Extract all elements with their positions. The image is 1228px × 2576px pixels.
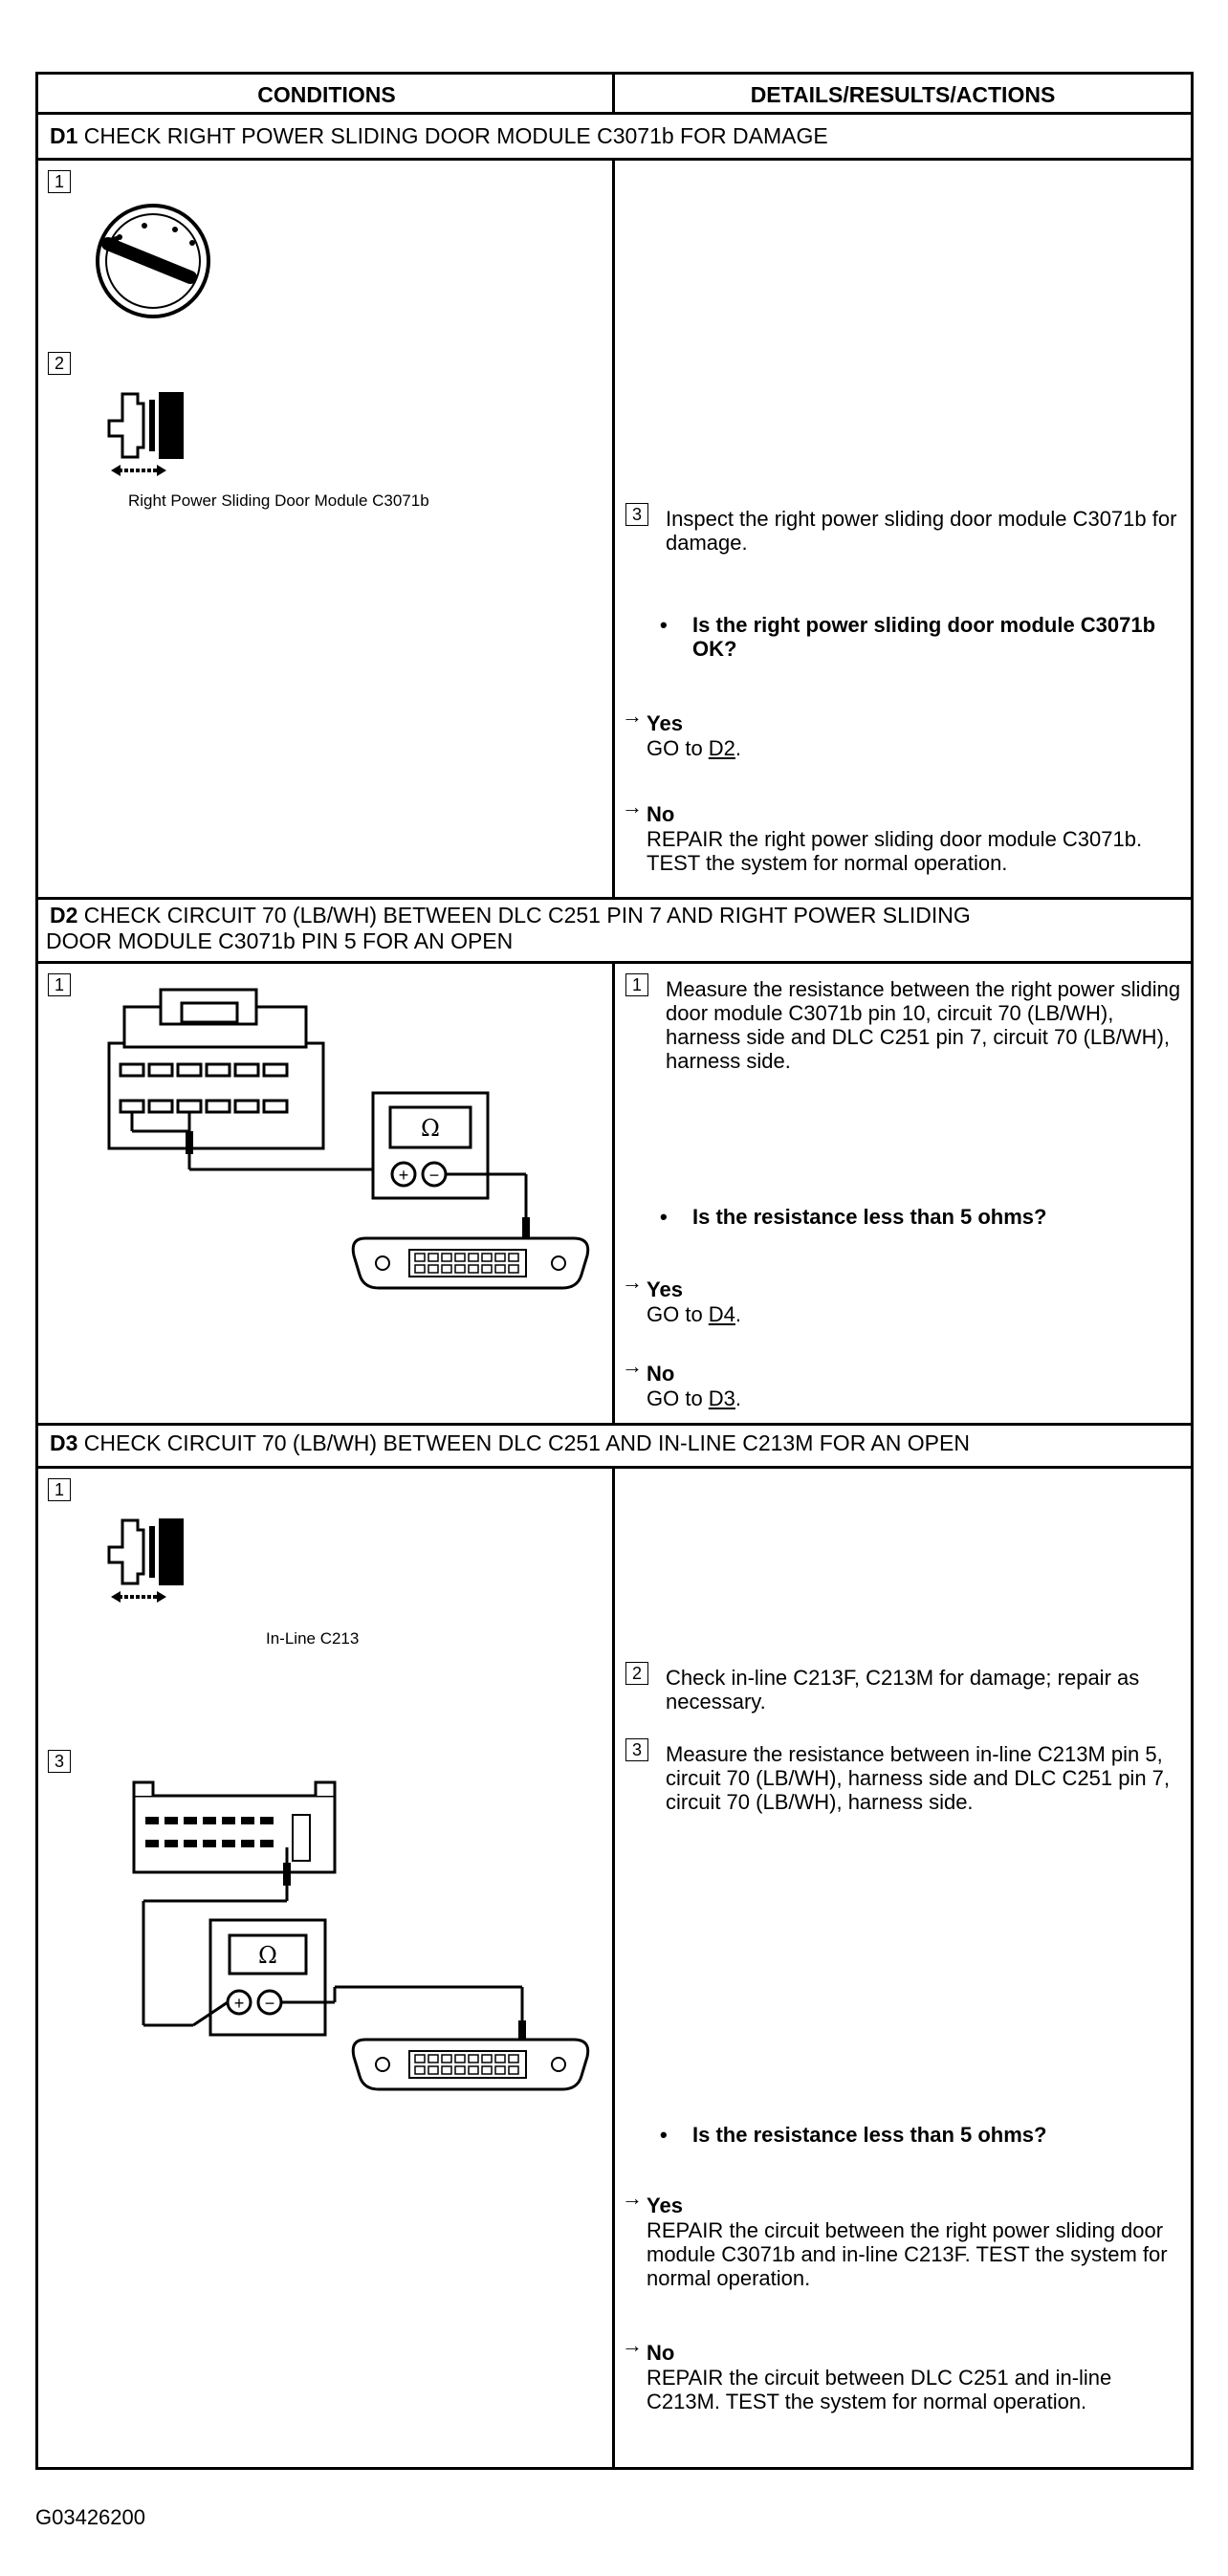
step-id: D3	[50, 1430, 78, 1455]
no-action: REPAIR the right power sliding door module C3071b. TEST the system for normal operation.	[647, 827, 1143, 875]
no-label: No	[647, 2341, 675, 2365]
d2-test-diagram	[105, 988, 603, 1313]
ohm-symbol: Ω	[258, 1942, 277, 1969]
step-question: Is the right power sliding door module C3071b OK?	[692, 613, 1156, 661]
bullet: •	[660, 613, 668, 637]
step-instruction: Check in-line C213F, C213M for damage; repair as necessary.	[666, 1666, 1140, 1714]
ohm-symbol: Ω	[421, 1115, 440, 1142]
d3-test-diagram	[124, 1777, 622, 2121]
disconnect-connector-icon	[103, 382, 208, 478]
step-number-box: 2	[48, 352, 71, 375]
step-id: D1	[50, 123, 78, 148]
no-label: No	[647, 1362, 675, 1386]
step-number-box: 2	[625, 1662, 648, 1685]
step-number-box: 1	[48, 170, 71, 193]
yes-action: REPAIR the circuit between the right power sliding door module C3071b and in-line C213F. TEST the system for normal operation.	[647, 2218, 1168, 2290]
row-divider	[38, 1466, 1191, 1469]
ignition-switch-icon	[91, 199, 215, 323]
step-instruction: Measure the resistance between in-line C213M pin 5, circuit 70 (LB/WH), harness side and DLC C251 pin 7, circuit 70 (LB/WH), harness side.	[666, 1742, 1171, 1814]
header-conditions: CONDITIONS	[38, 75, 615, 115]
no-action: GO to D3.	[647, 1386, 742, 1410]
step-d2-title-line2: DOOR MODULE C3071b PIN 5 FOR AN OPEN	[46, 928, 514, 953]
disconnect-connector-icon	[103, 1509, 208, 1605]
yes-action: GO to D2.	[647, 736, 742, 760]
step-number-box: 3	[625, 503, 648, 526]
connector-caption: Right Power Sliding Door Module C3071b	[128, 491, 429, 510]
step-number-box: 1	[625, 973, 648, 996]
arrow-icon: →	[622, 795, 643, 819]
step-d1-title: D1 CHECK RIGHT POWER SLIDING DOOR MODULE C3071b FOR DAMAGE	[50, 123, 828, 148]
step-id: D2	[50, 903, 78, 928]
step-instruction: Inspect the right power sliding door module C3071b for damage.	[666, 507, 1177, 555]
goto-link-d3[interactable]: D3	[708, 1386, 735, 1410]
arrow-icon: →	[622, 2186, 643, 2210]
row-divider	[38, 1423, 1191, 1426]
column-divider	[612, 161, 615, 897]
yes-label: Yes	[647, 2194, 683, 2217]
bullet: •	[660, 1205, 668, 1229]
step-d3-title: D3 CHECK CIRCUIT 70 (LB/WH) BETWEEN DLC C251 AND IN-LINE C213M FOR AN OPEN	[50, 1430, 970, 1455]
no-label: No	[647, 802, 675, 826]
step-number-box: 1	[48, 1478, 71, 1501]
plus-symbol: +	[233, 1994, 245, 2013]
goto-link-d4[interactable]: D4	[708, 1302, 735, 1326]
step-d2-title: D2 CHECK CIRCUIT 70 (LB/WH) BETWEEN DLC C251 PIN 7 AND RIGHT POWER SLIDING	[50, 903, 971, 928]
column-divider	[612, 75, 615, 115]
step-number-box: 3	[625, 1738, 648, 1761]
header-details: DETAILS/RESULTS/ACTIONS	[615, 75, 1191, 115]
yes-action: GO to D4.	[647, 1302, 742, 1326]
step-instruction: Measure the resistance between the right power sliding door module C3071b pin 10, circuit 70 (LB/WH), harness side and DLC C251 pin 7, circuit 70 (LB/WH), harness side.	[666, 977, 1181, 1073]
arrow-icon: →	[622, 704, 643, 728]
diagnostic-table	[35, 72, 1194, 2470]
row-divider	[38, 158, 1191, 161]
row-divider	[38, 897, 1191, 900]
step-question: Is the resistance less than 5 ohms?	[692, 1205, 1047, 1229]
minus-symbol: −	[428, 1166, 440, 1185]
step-number-box: 1	[48, 973, 71, 996]
row-divider	[38, 961, 1191, 964]
arrow-icon: →	[622, 2333, 643, 2357]
yes-label: Yes	[647, 711, 683, 735]
minus-symbol: −	[264, 1994, 275, 2013]
step-question: Is the resistance less than 5 ohms?	[692, 2123, 1047, 2147]
step-number-box: 3	[48, 1750, 71, 1773]
no-action: REPAIR the circuit between DLC C251 and in-line C213M. TEST the system for normal operation.	[647, 2366, 1112, 2413]
arrow-icon: →	[622, 1270, 643, 1294]
connector-caption: In-Line C213	[266, 1629, 360, 1648]
yes-label: Yes	[647, 1277, 683, 1301]
plus-symbol: +	[398, 1166, 409, 1185]
bullet: •	[660, 2123, 668, 2147]
arrow-icon: →	[622, 1354, 643, 1378]
goto-link-d2[interactable]: D2	[708, 736, 735, 760]
figure-id: G03426200	[35, 2505, 145, 2529]
column-divider	[612, 964, 615, 1423]
